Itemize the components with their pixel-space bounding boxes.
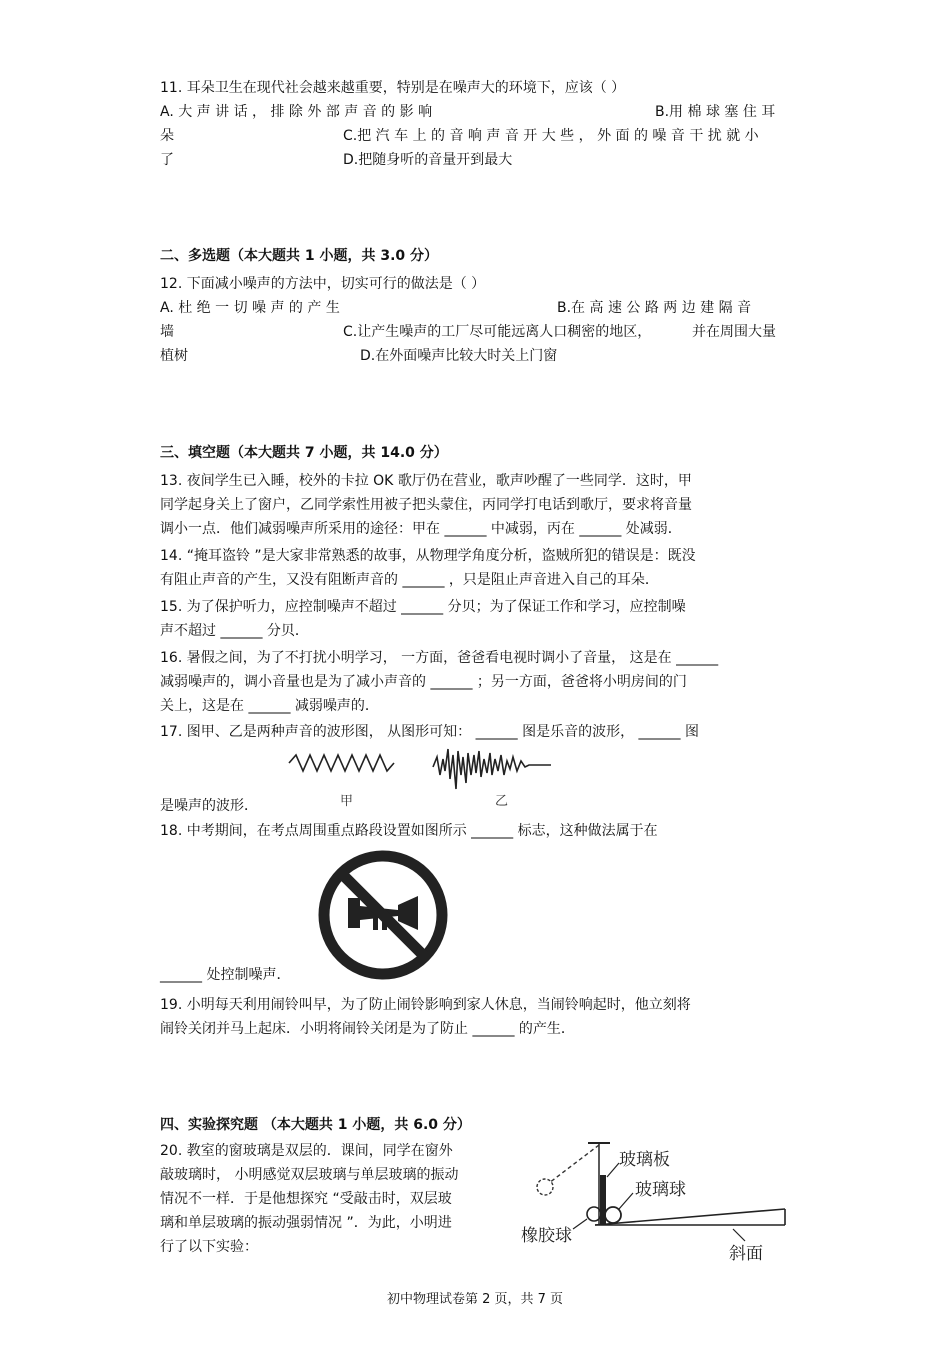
section-3-title: 三、填空题（本大题共 7 小题，共 14.0 分） <box>160 445 448 461</box>
q12-stem: 12. 下面减小噪声的方法中，切实可行的做法是（ ） <box>160 276 486 292</box>
waveform-noise <box>433 749 551 789</box>
q14-line-1: 14. “掩耳盗铃 ”是大家非常熟悉的故事，从物理学角度分析，盗贼所犯的错误是：既没 <box>160 548 696 564</box>
waveform-label-b: 乙 <box>495 794 509 809</box>
q15-line-1: 15. 为了保护听力，应控制噪声不超过 ______ 分贝；为了保证工作和学习，应控制噪 <box>160 599 686 615</box>
q16-line-2: 减弱噪声的，调小音量也是为了减小声音的 ______ ；另一方面，爸爸将小明房间的门 <box>160 674 687 690</box>
experiment-figure <box>515 1135 795 1265</box>
q11-option-c-cont: 了 <box>160 152 174 168</box>
q11-option-a: A. 大 声 讲 话 ， 排 除 外 部 声 音 的 影 响 <box>160 104 433 120</box>
q12-option-b: B.在 高 速 公 路 两 边 建 隔 音 <box>557 300 752 316</box>
q13-line-3: 调小一点．他们减弱噪声所采用的途径：甲在 ______ 中减弱，丙在 ______ 处减弱． <box>160 521 682 537</box>
section-4-title: 四、实验探究题 （本大题共 1 小题，共 6.0 分） <box>160 1117 471 1133</box>
waveform-label-a: 甲 <box>340 794 354 809</box>
label-glass-plate: 玻璃板 <box>619 1150 670 1170</box>
q13-line-1: 13. 夜间学生已入睡，校外的卡拉 OK 歌厅仍在营业，歌声吵醒了一些同学．这时，甲 <box>160 473 692 489</box>
label-rubber-ball: 橡胶球 <box>521 1226 572 1246</box>
q12-option-a: A. 杜 绝 一 切 噪 声 的 产 生 <box>160 300 340 316</box>
q17-line-1: 17. 图甲、乙是两种声音的波形图， 从图形可知： ______ 图是乐音的波形， ______ 图 <box>160 724 699 740</box>
q12-option-c-mid: 并在周围大量 <box>692 324 776 340</box>
q15-line-2: 声不超过 ______ 分贝． <box>160 623 309 639</box>
q11-option-d: D.把随身听的音量开到最大 <box>343 152 513 168</box>
no-horn-sign-icon <box>318 850 448 980</box>
q12-option-c: C.让产生噪声的工厂尽可能远离人口稠密的地区， <box>343 324 652 340</box>
q14-line-2: 有阻止声音的产生，又没有阻断声音的 ______ ，只是阻止声音进入自己的耳朵． <box>160 572 659 588</box>
q11-stem: 11. 耳朵卫生在现代社会越来越重要，特别是在噪声大的环境下，应该（ ） <box>160 80 626 96</box>
q13-line-2: 同学起身关上了窗户，乙同学索性用被子把头蒙住，丙同学打电话到歌厅，要求将音量 <box>160 497 692 513</box>
q12-option-d: D.在外面噪声比较大时关上门窗 <box>360 348 558 364</box>
q16-line-3: 关上，这是在 ______ 减弱噪声的． <box>160 698 379 714</box>
q12-option-c-cont: 植树 <box>160 348 188 364</box>
q20-line-5: 行了以下实验： <box>160 1239 258 1255</box>
q20-line-3: 情况不一样．于是他想探究 “受敲击时，双层玻 <box>160 1191 452 1207</box>
q19-line-2: 闹铃关闭并马上起床．小明将闹铃关闭是为了防止 ______ 的产生． <box>160 1021 575 1037</box>
q20-line-4: 璃和单层玻璃的振动强弱情况 ”．为此，小明进 <box>160 1215 452 1231</box>
q19-line-1: 19. 小明每天利用闹铃叫早，为了防止闹铃影响到家人休息，当闹铃响起时，他立刻将 <box>160 997 691 1013</box>
label-slope: 斜面 <box>729 1244 763 1264</box>
q11-option-b-cont: 朵 <box>160 128 174 144</box>
q12-option-b-cont: 墙 <box>160 324 174 340</box>
q20-line-2: 敲玻璃时， 小明感觉双层玻璃与单层玻璃的振动 <box>160 1167 459 1183</box>
q16-line-1: 16. 暑假之间，为了不打扰小明学习， 一方面，爸爸看电视时调小了音量， 这是在 ______ <box>160 650 719 666</box>
q11-option-b: B.用 棉 球 塞 住 耳 <box>655 104 776 120</box>
q18-line-1: 18. 中考期间，在考点周围重点路段设置如图所示 ______ 标志，这种做法属于在 <box>160 823 658 839</box>
page-footer: 初中物理试卷第 2 页，共 7 页 <box>386 1292 564 1307</box>
q17-line-2: 是噪声的波形． <box>160 798 258 814</box>
q18-line-2: ______ 处控制噪声． <box>160 967 291 983</box>
q20-line-1: 20. 教室的窗玻璃是双层的．课间，同学在窗外 <box>160 1143 453 1159</box>
label-glass-ball: 玻璃球 <box>635 1180 686 1200</box>
waveform-figure <box>285 745 555 810</box>
section-2-title: 二、多选题（本大题共 1 小题，共 3.0 分） <box>160 248 439 264</box>
waveform-musical <box>289 755 394 771</box>
q11-option-c: C.把 汽 车 上 的 音 响 声 音 开 大 些 ， 外 面 的 噪 音 干 扰 就 小 <box>343 128 759 144</box>
